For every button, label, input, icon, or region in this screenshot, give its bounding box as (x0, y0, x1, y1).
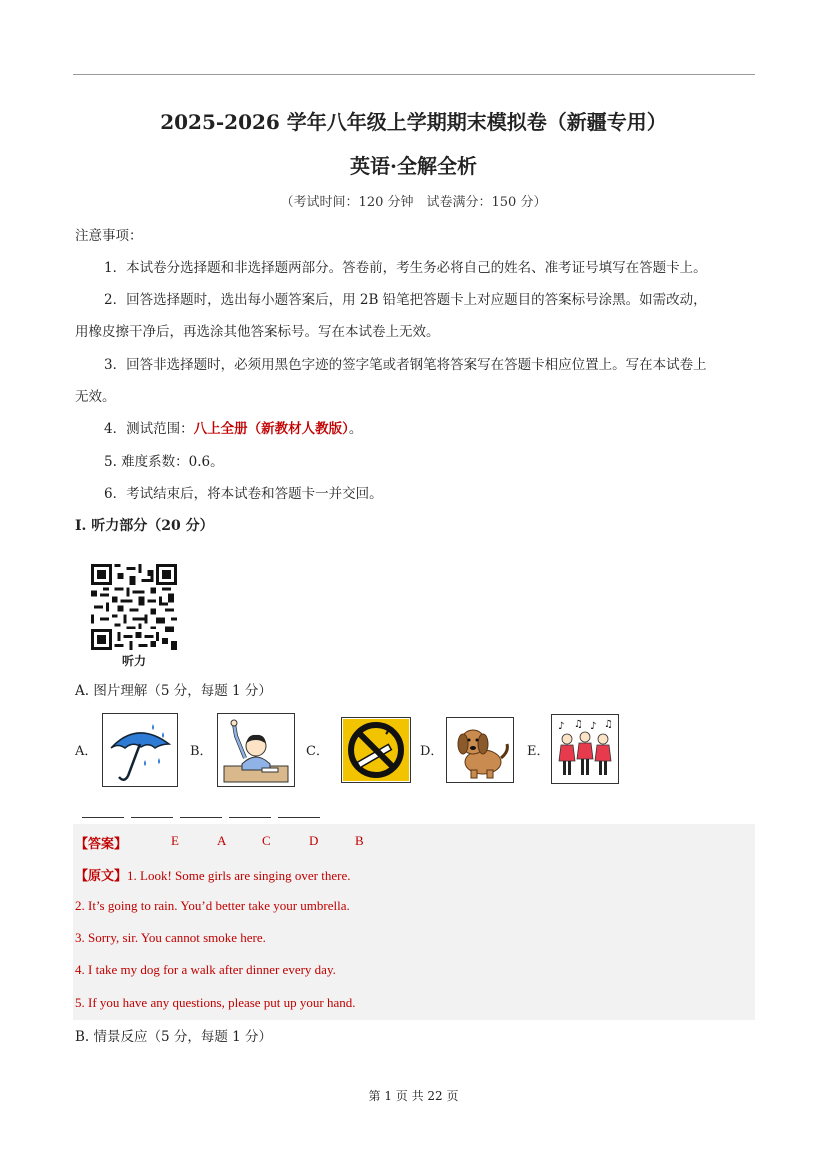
raise-hand-icon (217, 713, 295, 787)
transcript-line-4: 4. I take my dog for a walk after dinner every day. (75, 962, 336, 977)
note-item-4-prefix: 4．测试范围： (104, 421, 194, 437)
notes-heading: 注意事项： (75, 228, 143, 244)
note-item-5: 5. 难度系数：0.6。 (104, 454, 224, 470)
option-label-c: C． (306, 744, 329, 759)
transcript-line-2: 2. It’s going to rain. You’d better take your umbrella. (75, 898, 350, 913)
no-smoking-icon (341, 717, 411, 783)
transcript-label: 【原文】 (75, 869, 128, 884)
answer-blank-4[interactable] (229, 817, 271, 818)
header-rule (73, 74, 755, 75)
option-label-b: B． (190, 744, 213, 759)
option-label-a: A． (75, 744, 98, 759)
dog-icon (446, 717, 514, 783)
svg-text:♪: ♪ (590, 721, 597, 732)
transcript-line-3: 3. Sorry, sir. You cannot smoke here. (75, 930, 266, 945)
exam-info: （考试时间：120 分钟 试卷满分：150 分） (280, 195, 547, 210)
part-a-heading: A. 图片理解（5 分，每题 1 分） (75, 683, 272, 699)
option-label-e: E． (527, 744, 550, 759)
answer-blank-2[interactable] (131, 817, 173, 818)
note-item-2b: 用橡皮擦干净后，再选涂其他答案标号。写在本试卷上无效。 (75, 324, 440, 340)
answer-2: A (217, 833, 227, 848)
page-subtitle: 英语·全解全析 (350, 154, 477, 178)
page-footer: 第 1 页 共 22 页 (368, 1089, 459, 1103)
svg-text:♫: ♫ (574, 719, 583, 730)
answer-blank-3[interactable] (180, 817, 222, 818)
answer-1: E (171, 833, 179, 848)
answer-3: C (262, 833, 271, 848)
qr-caption: 听力 (121, 654, 146, 668)
umbrella-icon (102, 713, 178, 787)
answer-4: D (309, 833, 319, 848)
test-scope: 八上全册（新教材人教版） (193, 421, 349, 437)
option-label-d: D． (420, 744, 444, 759)
note-item-4-suffix: 。 (348, 421, 363, 437)
answer-label: 【答案】 (75, 837, 128, 852)
svg-text:♫: ♫ (604, 719, 613, 730)
svg-text:♪: ♪ (558, 721, 565, 732)
answer-box (73, 824, 755, 1020)
part-b-heading: B. 情景反应（5 分，每题 1 分） (75, 1029, 273, 1045)
answer-blank-5[interactable] (278, 817, 320, 818)
section-heading-listening: I. 听力部分（20 分） (75, 518, 214, 534)
note-item-6: 6．考试结束后，将本试卷和答题卡一并交回。 (104, 486, 383, 502)
note-item-3b: 无效。 (75, 389, 116, 405)
note-item-2a: 2．回答选择题时，选出每小题答案后，用 2B 铅笔把答题卡上对应题目的答案标号涂黑。如需改动， (104, 292, 707, 308)
note-item-3a: 3．回答非选择题时，必须用黑色字迹的签字笔或者钢笔将答案写在答题卡相应位置上。写在本试卷上 (104, 357, 707, 373)
page-title: 2025-2026 学年八年级上学期期末模拟卷（新疆专用） (160, 110, 667, 134)
singing-girls-icon (551, 714, 619, 784)
qr-code-icon[interactable] (91, 564, 177, 650)
transcript-line-1: 【原文】1. Look! Some girls are singing over there. (75, 868, 351, 884)
transcript-line-5: 5. If you have any questions, please put up your hand. (75, 995, 356, 1010)
answer-blank-1[interactable] (82, 817, 124, 818)
note-item-1: 1．本试卷分选择题和非选择题两部分。答卷前，考生务必将自己的姓名、准考证号填写在答题卡上。 (104, 260, 707, 276)
note-item-4 (104, 419, 362, 439)
answer-5: B (355, 833, 364, 848)
